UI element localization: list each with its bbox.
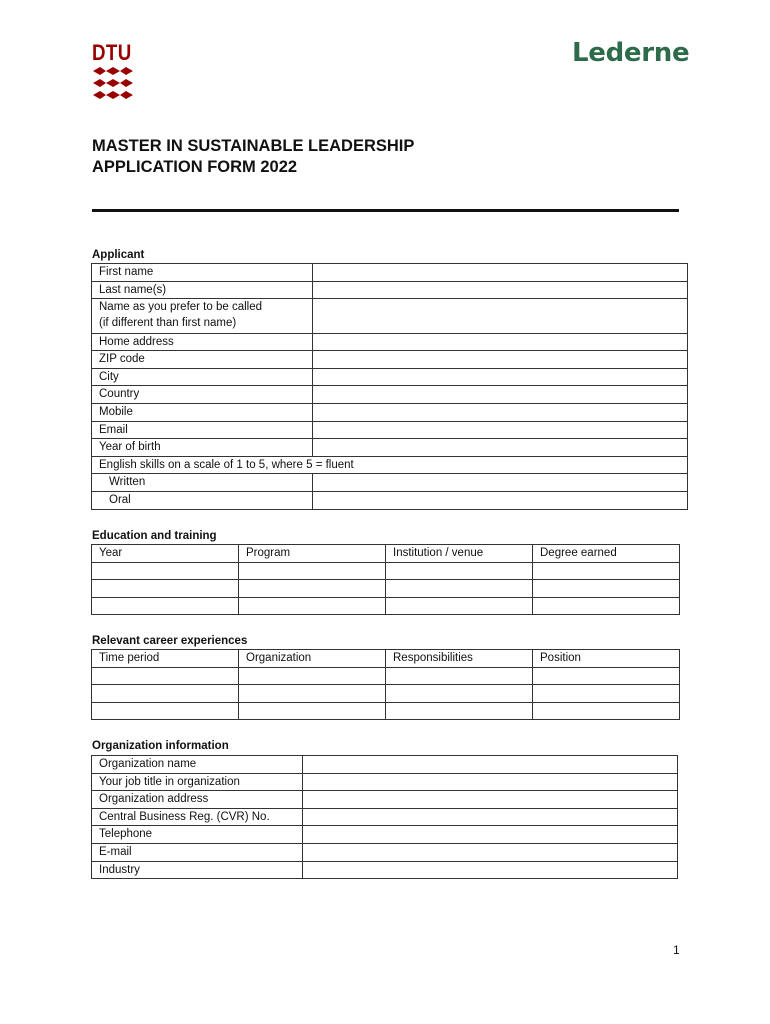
- dtu-logo-mark: [92, 66, 134, 100]
- english-written-input[interactable]: [313, 474, 688, 492]
- field-label: Your job title in organization: [92, 773, 303, 791]
- first-name-input[interactable]: [313, 264, 688, 282]
- table-cell[interactable]: [386, 685, 533, 703]
- field-label: Organization name: [92, 756, 303, 774]
- organization-table: [91, 755, 678, 879]
- cvr-number-input[interactable]: [303, 808, 678, 826]
- field-label: City: [92, 368, 313, 386]
- column-header: Degree earned: [533, 545, 680, 563]
- table-row: [92, 562, 680, 580]
- city-input[interactable]: [313, 368, 688, 386]
- home-address-input[interactable]: [313, 333, 688, 351]
- column-header: Time period: [92, 650, 239, 668]
- table-cell[interactable]: [92, 702, 239, 720]
- field-label: ZIP code: [92, 351, 313, 369]
- field-label: Industry: [92, 861, 303, 879]
- field-label: Central Business Reg. (CVR) No.: [92, 808, 303, 826]
- table-row: [92, 474, 688, 492]
- organization-address-input[interactable]: [303, 791, 678, 809]
- table-row: [92, 404, 688, 422]
- column-header: Year: [92, 545, 239, 563]
- table-cell[interactable]: [92, 562, 239, 580]
- english-oral-input[interactable]: [313, 492, 688, 510]
- table-cell[interactable]: [239, 580, 386, 598]
- field-label: Mobile: [92, 404, 313, 422]
- dtu-logo-text: DTU: [92, 40, 132, 65]
- field-label: Telephone: [92, 826, 303, 844]
- field-label: E-mail: [92, 843, 303, 861]
- page-number: 1: [673, 943, 680, 957]
- field-label: Written: [92, 474, 313, 492]
- organization-name-input[interactable]: [303, 756, 678, 774]
- year-of-birth-input[interactable]: [313, 439, 688, 457]
- table-cell[interactable]: [533, 667, 680, 685]
- table-cell[interactable]: [239, 667, 386, 685]
- field-label: Home address: [92, 333, 313, 351]
- column-header: Organization: [239, 650, 386, 668]
- table-header-row: [92, 650, 680, 668]
- title-line-2: APPLICATION FORM 2022: [92, 158, 298, 176]
- table-row: [92, 861, 678, 879]
- table-row: [92, 843, 678, 861]
- field-label: Year of birth: [92, 439, 313, 457]
- field-label: [92, 299, 313, 334]
- column-header: Program: [239, 545, 386, 563]
- field-label: Organization address: [92, 791, 303, 809]
- table-row: [92, 333, 688, 351]
- field-label: Email: [92, 421, 313, 439]
- table-row: [92, 702, 680, 720]
- table-cell[interactable]: [386, 667, 533, 685]
- table-header-row: [92, 545, 680, 563]
- table-row: [92, 791, 678, 809]
- table-cell[interactable]: [386, 702, 533, 720]
- preferred-name-input[interactable]: [313, 299, 688, 334]
- education-table: [91, 544, 680, 615]
- table-cell[interactable]: [92, 685, 239, 703]
- education-heading: Education and training: [92, 530, 217, 542]
- table-cell[interactable]: [92, 597, 239, 615]
- table-cell[interactable]: [533, 580, 680, 598]
- table-cell[interactable]: [239, 562, 386, 580]
- column-header: Position: [533, 650, 680, 668]
- organization-heading: Organization information: [92, 740, 229, 752]
- table-cell[interactable]: [386, 597, 533, 615]
- organization-email-input[interactable]: [303, 843, 678, 861]
- table-row: [92, 299, 688, 334]
- table-cell[interactable]: [533, 562, 680, 580]
- table-row: [92, 773, 678, 791]
- field-label: Country: [92, 386, 313, 404]
- page-title: [92, 136, 414, 178]
- table-cell[interactable]: [239, 702, 386, 720]
- field-label-line: Name as you prefer to be called: [99, 301, 263, 314]
- industry-input[interactable]: [303, 861, 678, 879]
- lederne-logo: Lederne: [572, 38, 690, 68]
- table-row: [92, 351, 688, 369]
- table-row: [92, 439, 688, 457]
- table-cell[interactable]: [533, 702, 680, 720]
- table-row: [92, 667, 680, 685]
- mobile-input[interactable]: [313, 404, 688, 422]
- english-skills-label: English skills on a scale of 1 to 5, where 5 = fluent: [92, 456, 688, 474]
- table-cell[interactable]: [386, 562, 533, 580]
- table-row: [92, 808, 678, 826]
- zip-code-input[interactable]: [313, 351, 688, 369]
- field-label: First name: [92, 264, 313, 282]
- table-row: [92, 597, 680, 615]
- table-row: [92, 386, 688, 404]
- table-row: [92, 421, 688, 439]
- career-table: [91, 649, 680, 720]
- field-label: Oral: [92, 492, 313, 510]
- table-cell[interactable]: [239, 597, 386, 615]
- table-cell[interactable]: [386, 580, 533, 598]
- field-label-line: (if different than first name): [99, 317, 237, 330]
- applicant-heading: Applicant: [92, 249, 145, 261]
- table-cell[interactable]: [92, 580, 239, 598]
- career-heading: Relevant career experiences: [92, 635, 248, 647]
- applicant-table: [91, 263, 688, 510]
- table-cell[interactable]: [92, 667, 239, 685]
- email-input[interactable]: [313, 421, 688, 439]
- telephone-input[interactable]: [303, 826, 678, 844]
- table-row: [92, 826, 678, 844]
- table-cell[interactable]: [533, 597, 680, 615]
- dtu-logo: [92, 42, 134, 102]
- table-row: [92, 756, 678, 774]
- field-label: Last name(s): [92, 281, 313, 299]
- title-line-1: MASTER IN SUSTAINABLE LEADERSHIP: [92, 137, 415, 155]
- table-row: [92, 685, 680, 703]
- column-header: Responsibilities: [386, 650, 533, 668]
- table-row: [92, 456, 688, 474]
- job-title-input[interactable]: [303, 773, 678, 791]
- title-divider: [92, 209, 679, 212]
- table-row: [92, 281, 688, 299]
- table-row: [92, 492, 688, 510]
- table-cell[interactable]: [239, 685, 386, 703]
- last-name-input[interactable]: [313, 281, 688, 299]
- table-row: [92, 264, 688, 282]
- table-row: [92, 368, 688, 386]
- column-header: Institution / venue: [386, 545, 533, 563]
- table-row: [92, 580, 680, 598]
- country-input[interactable]: [313, 386, 688, 404]
- table-cell[interactable]: [533, 685, 680, 703]
